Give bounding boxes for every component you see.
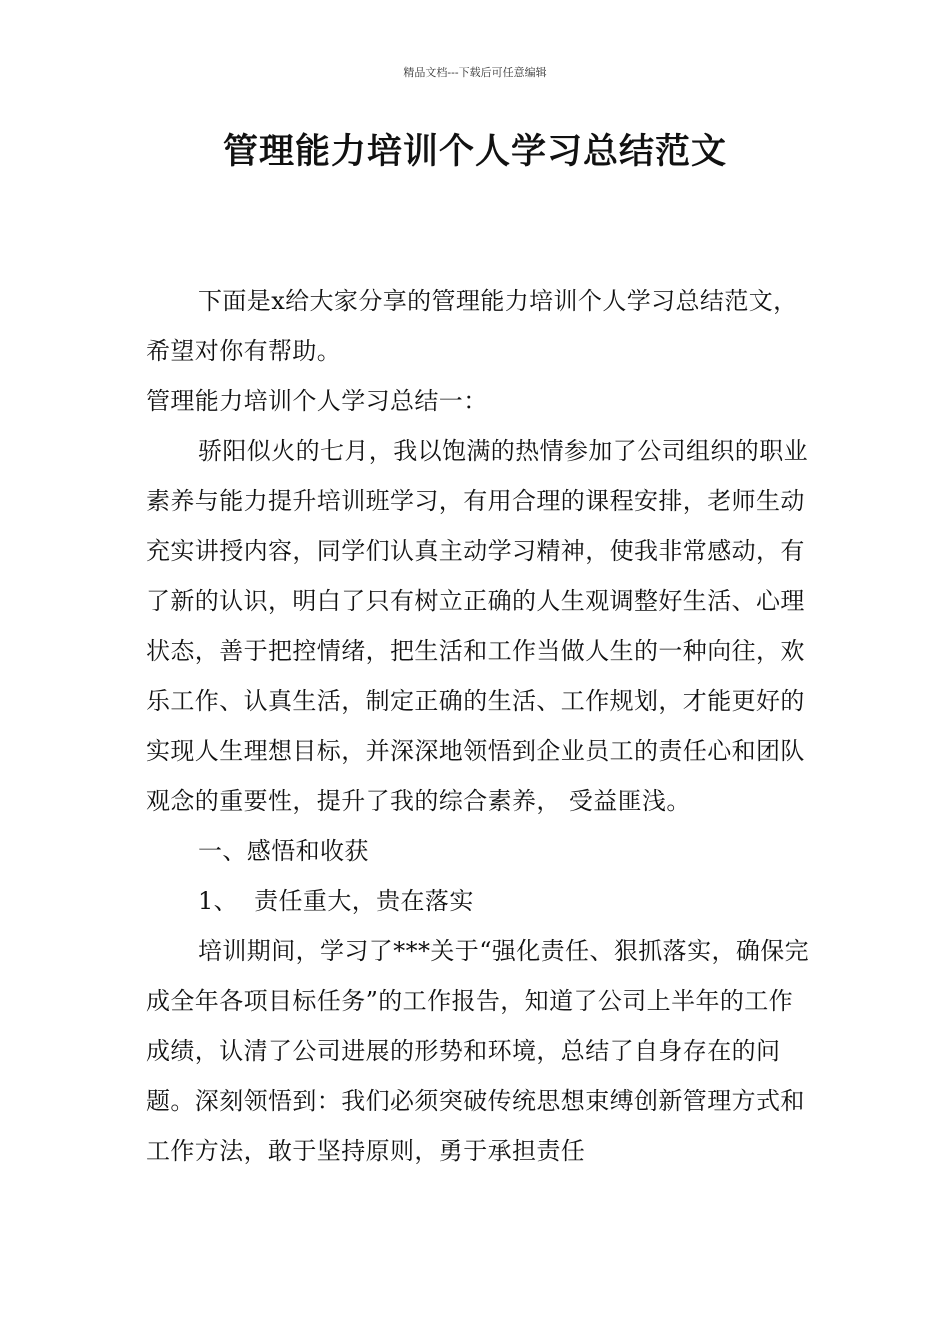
body-paragraph: 骄阳似火的七月，我以饱满的热情参加了公司组织的职业素养与能力提升培训班学习，有用合理的课程安排，老师生动充实讲授内容，同学们认真主动学习精神，使我非常感动，有了新的认识，明白了只有树立正确的人生观调整好生活、心理状态，善于把控情绪，把生活和工作当做人生的一种向往，欢乐工作、认真生活，制定正确的生活、工作规划，才能更好的实现人生理想目标，并深深地领悟到企业员工的责任心和团队观念的重要性，提升了我的综合素养， 受益匪浅。 xyxy=(146,437,808,815)
body-paragraph: 培训期间，学习了***关于“强化责任、狠抓落实，确保完成全年各项目标任务”的工作报告，知道了公司上半年的工作成绩，认清了公司进展的形势和环境，总结了自身存在的问题。深刻领悟到：我们必须突破传统思想束缚创新管理方式和工作方法，敢于坚持原则，勇于承担责任 xyxy=(146,937,810,1165)
header-note: 精品文档---下载后可任意编辑 xyxy=(403,66,547,79)
subsection-heading: 一、感悟和收获 xyxy=(198,837,369,865)
numbered-heading: 1、 责任重大，贵在落实 xyxy=(198,887,474,915)
intro-paragraph: 下面是x给大家分享的管理能力培训个人学习总结范文，希望对你有帮助。 xyxy=(146,287,798,365)
document-body xyxy=(146,276,810,1176)
document-title: 管理能力培训个人学习总结范文 xyxy=(222,132,727,172)
section-heading: 管理能力培训个人学习总结一： xyxy=(146,387,488,415)
